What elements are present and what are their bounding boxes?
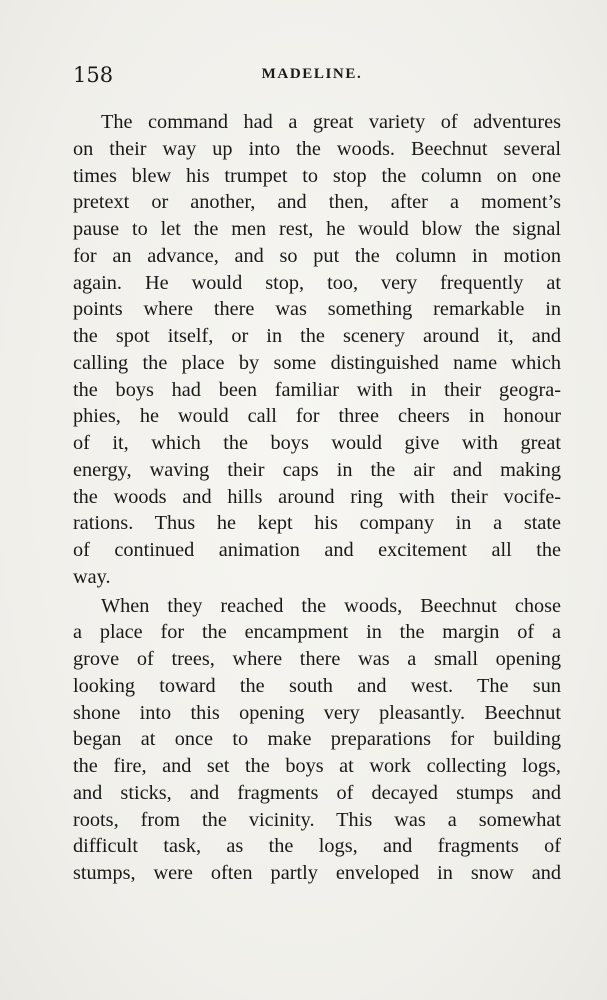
- text-line: phies, he would call for three cheers in honour: [73, 405, 561, 428]
- text-line: of it, which the boys would give with great: [73, 432, 561, 454]
- text-line: began at once to make preparations for building: [73, 728, 561, 751]
- page-header: [73, 63, 551, 89]
- text-line: The command had a great variety of adventures: [101, 111, 561, 133]
- text-line: way.: [73, 565, 111, 588]
- text-line: stumps, were often partly enveloped in snow and: [73, 862, 561, 884]
- text-line: of continued animation and excitement all the: [73, 539, 561, 561]
- page-number: 158: [73, 63, 114, 87]
- text-line: grove of trees, where there was a small opening: [73, 648, 561, 670]
- text-line: a place for the encampment in the margin of a: [73, 621, 561, 644]
- text-line: rations. Thus he kept his company in a state: [73, 512, 561, 535]
- text-line: energy, waving their caps in the air and making: [73, 458, 561, 481]
- text-line: When they reached the woods, Beechnut chose: [101, 594, 561, 617]
- body-text: [73, 109, 561, 887]
- text-line: on their way up into the woods. Beechnut several: [73, 137, 561, 160]
- text-line: difficult task, as the logs, and fragments of: [73, 835, 561, 858]
- text-line: points where there was something remarkable in: [73, 298, 561, 321]
- text-line: the fire, and set the boys at work collecting logs,: [73, 755, 561, 777]
- text-line: calling the place by some distinguished name which: [73, 351, 561, 374]
- text-line: pretext or another, and then, after a moment’s: [73, 191, 561, 214]
- text-line: for an advance, and so put the column in motion: [73, 244, 561, 267]
- text-line: the spot itself, or in the scenery around it, and: [73, 325, 561, 347]
- text-line: roots, from the vicinity. This was a somewhat: [73, 808, 561, 831]
- text-line: times blew his trumpet to stop the column on one: [73, 164, 561, 187]
- text-line: and sticks, and fragments of decayed stumps and: [73, 781, 561, 804]
- running-head: MADELINE.: [261, 66, 363, 82]
- text-line: the woods and hills around ring with their vocife-: [73, 485, 561, 508]
- paragraph-1: [73, 109, 561, 591]
- paragraph-2: [73, 593, 561, 887]
- text-line: again. He would stop, too, very frequently at: [73, 271, 561, 294]
- text-line: looking toward the south and west. The sun: [73, 674, 561, 697]
- text-line: the boys had been familiar with in their geogra-: [73, 378, 561, 401]
- text-line: pause to let the men rest, he would blow the signal: [73, 218, 561, 240]
- text-line: shone into this opening very pleasantly. Beechnut: [73, 701, 561, 724]
